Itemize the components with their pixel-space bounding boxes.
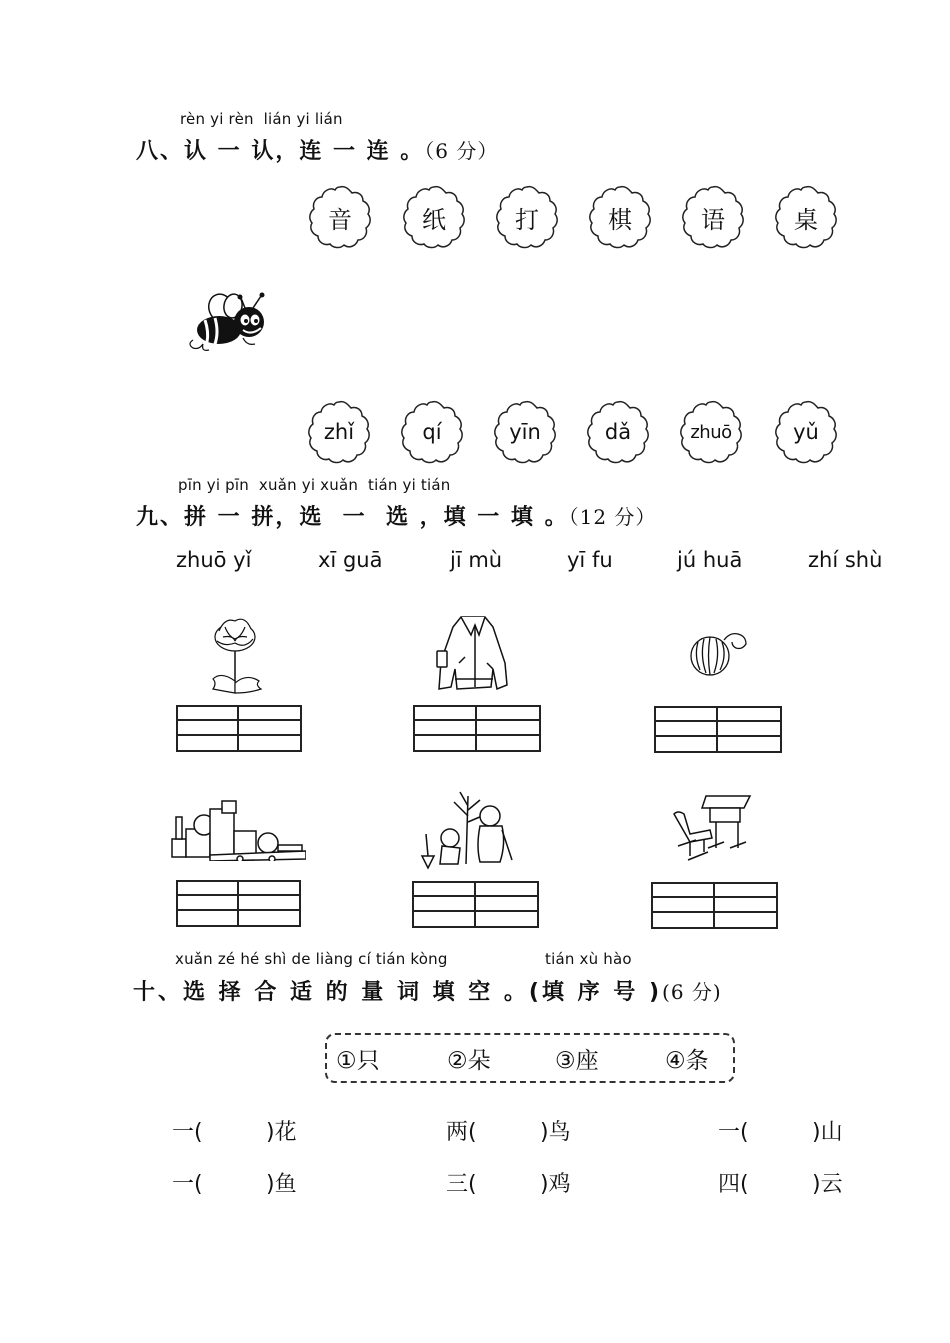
answer-grid-1[interactable]: [176, 705, 302, 752]
section10-score: (6 分): [662, 980, 722, 1004]
fill-item-1-prefix: 一(: [172, 1120, 203, 1145]
watermelon-icon: [688, 630, 752, 680]
bee-icon: [183, 288, 273, 358]
pinyin-card-qi[interactable]: qí: [398, 398, 466, 466]
pinyin-card-da[interactable]: dǎ: [584, 398, 652, 466]
fill-item-3-suffix: )山: [812, 1120, 843, 1145]
section10-heading: [133, 975, 722, 1006]
pinyin-card-yu[interactable]: yǔ: [772, 398, 840, 466]
char-card-yu[interactable]: 语: [679, 183, 747, 251]
choice-1: ①只: [336, 1048, 380, 1074]
char-card-zhuo[interactable]: 桌: [772, 183, 840, 251]
fill-item-6-prefix: 四(: [718, 1172, 749, 1197]
fill-item-2-prefix: 两(: [446, 1120, 477, 1145]
choice-3: ③座: [555, 1048, 599, 1074]
char-card-zhi[interactable]: 纸: [400, 183, 468, 251]
fill-item-4-blank[interactable]: [220, 1167, 266, 1195]
desk-and-chair-icon: [668, 790, 754, 862]
fill-item-6-suffix: )云: [812, 1172, 843, 1197]
char-card-yin[interactable]: 音: [306, 183, 374, 251]
fill-item-1-suffix: )花: [266, 1120, 297, 1145]
choice-2: ②朵: [447, 1048, 491, 1074]
fill-item-3-prefix: 一(: [718, 1120, 749, 1145]
fill-item-6-blank[interactable]: [766, 1167, 812, 1195]
section10-title: 十、选 择 合 适 的 量 词 填 空 。(填 序 号 ): [133, 980, 663, 1005]
word-yifu: yī fu: [567, 548, 613, 572]
char-card-da[interactable]: 打: [493, 183, 561, 251]
answer-grid-4[interactable]: [176, 880, 301, 927]
fill-item-3-blank[interactable]: [766, 1115, 812, 1143]
answer-grid-6[interactable]: [651, 882, 778, 929]
section9-title: 九、拼 一 拼，选 一 选 ，填 一 填 。: [136, 505, 569, 530]
answer-grid-2[interactable]: [413, 705, 541, 752]
jacket-icon: [435, 613, 515, 695]
word-zhishu: zhí shù: [808, 548, 883, 572]
section8-heading: [136, 134, 498, 165]
word-zhuoyi: zhuō yǐ: [176, 548, 252, 572]
fill-item-5-blank[interactable]: [494, 1167, 540, 1195]
answer-grid-5[interactable]: [412, 881, 539, 928]
pinyin-card-yin[interactable]: yīn: [491, 398, 559, 466]
pinyin-card-zhuo[interactable]: zhuō: [677, 398, 745, 466]
fill-item-1-blank[interactable]: [220, 1115, 266, 1143]
section8-title: 八、认 一 认，连 一 连 。: [136, 139, 425, 164]
fill-item-4-suffix: )鱼: [266, 1172, 297, 1197]
building-blocks-icon: [170, 795, 306, 861]
section10-pinyin-b: tián xù hào: [545, 950, 632, 968]
fill-item-5-prefix: 三(: [446, 1172, 477, 1197]
answer-grid-3[interactable]: [654, 706, 782, 753]
section9-pinyin: pīn yi pīn xuǎn yi xuǎn tián yi tián: [178, 476, 451, 494]
section10-pinyin-a: xuǎn zé hé shì de liàng cí tián kòng: [175, 950, 448, 968]
word-jimu: jī mù: [450, 548, 503, 572]
planting-tree-icon: [418, 786, 518, 870]
fill-item-4-prefix: 一(: [172, 1172, 203, 1197]
word-juhua: jú huā: [677, 548, 743, 572]
fill-item-2-suffix: )鸟: [540, 1120, 571, 1145]
section9-score: （12 分）: [568, 505, 657, 529]
pinyin-card-zhi[interactable]: zhǐ: [305, 398, 373, 466]
word-xigua: xī guā: [318, 548, 383, 572]
choice-4: ④条: [665, 1048, 709, 1074]
fill-item-2-blank[interactable]: [494, 1115, 540, 1143]
section8-pinyin: rèn yi rèn lián yi lián: [180, 110, 343, 128]
fill-item-5-suffix: )鸡: [540, 1172, 571, 1197]
section8-score: （6 分）: [424, 139, 499, 163]
char-card-qi[interactable]: 棋: [586, 183, 654, 251]
chrysanthemum-icon: [205, 615, 265, 695]
pinyin-word-row: [0, 548, 950, 582]
section9-heading: [136, 500, 656, 531]
